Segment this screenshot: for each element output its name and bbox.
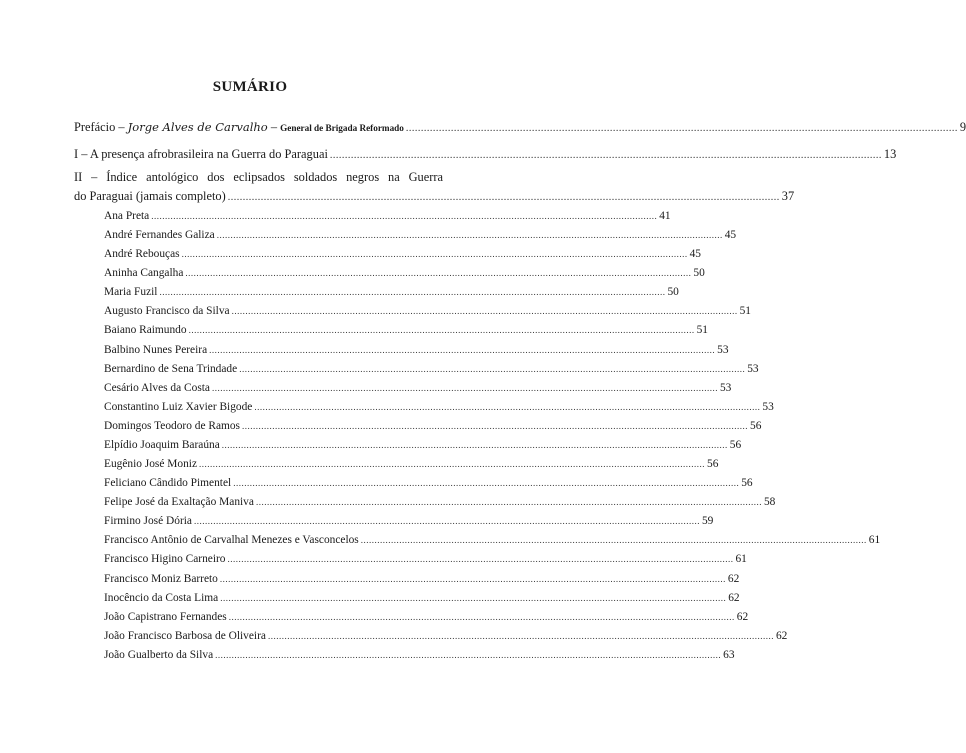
toc-sub-entry [104, 305, 751, 318]
dot-leader [151, 211, 657, 221]
toc-entry-chapter-2 [74, 168, 795, 207]
page-number: 9 [959, 120, 966, 134]
toc-sub-entry [104, 534, 881, 547]
toc-sub-entry [104, 362, 759, 375]
prefacio-author: Jorge Alves de Carvalho [127, 120, 268, 134]
page-number: 53 [762, 400, 774, 413]
page-number: 59 [701, 515, 714, 528]
dot-leader [227, 554, 733, 564]
prefacio-role: General de Brigada Reformado [280, 123, 404, 133]
page-number: 50 [667, 286, 679, 299]
page-number: 58 [763, 496, 776, 509]
toc-sub-entry [104, 477, 753, 490]
dot-leader [256, 497, 762, 507]
page-number: 50 [693, 267, 705, 280]
page-number: 63 [723, 648, 735, 661]
page-number: 56 [750, 419, 762, 432]
toc-sub-entry [104, 648, 735, 661]
dot-leader [215, 650, 721, 660]
dot-leader [242, 421, 748, 431]
entry-name: João Francisco Barbosa de Oliveira [104, 629, 266, 642]
toc-sub-entry [104, 496, 776, 509]
dot-leader [185, 268, 691, 278]
entry-name: Constantino Luiz Xavier Bigode [104, 400, 253, 413]
dot-leader [229, 612, 735, 622]
toc-sub-entry [104, 381, 732, 394]
entry-name: Domingos Teodoro de Ramos [104, 419, 240, 432]
toc-sub-entry [104, 210, 671, 222]
page-number: 13 [883, 147, 897, 161]
entry-name: André Rebouças [104, 248, 180, 261]
toc-sub-entry [104, 419, 762, 432]
page-number: 45 [724, 229, 737, 242]
entry-name: Eugênio José Moniz [104, 458, 198, 471]
chapter-title: I – A presença afrobrasileira na Guerra do Paraguai [74, 147, 328, 161]
page-number: 37 [781, 189, 795, 203]
entry-name: Baiano Raimundo [104, 324, 187, 337]
toc-sub-entry [104, 267, 705, 280]
dot-leader [268, 631, 774, 641]
dot-leader [194, 516, 700, 526]
entry-name: Feliciano Cândido Pimentel [104, 477, 232, 490]
page-number: 53 [717, 343, 729, 356]
dot-leader [199, 459, 705, 469]
page-number: 56 [707, 458, 719, 471]
page-number: 56 [741, 477, 753, 490]
entry-name: Francisco Moniz Barreto [104, 572, 218, 585]
dot-leader [212, 383, 718, 393]
dot-leader [220, 593, 726, 603]
prefacio-dash: – [267, 120, 281, 134]
entry-name: João Capistrano Fernandes [104, 610, 227, 623]
toc-sub-entry [104, 610, 749, 623]
toc-sub-entry [104, 572, 740, 585]
entry-name: Elpídio Joaquim Baraúna [104, 438, 220, 451]
toc-sub-entry [104, 629, 788, 642]
toc-sub-entry [104, 438, 742, 451]
prefacio-label: Prefácio – [74, 120, 128, 134]
toc-sub-entry [104, 515, 714, 528]
toc-sub-entry [104, 400, 774, 413]
entry-name: André Fernandes Galiza [104, 229, 215, 242]
dot-leader [239, 364, 745, 374]
dot-leader [209, 345, 715, 355]
page-number: 51 [739, 305, 751, 318]
dot-leader [232, 306, 738, 316]
toc-sub-entry [104, 553, 747, 566]
dot-leader [233, 478, 739, 488]
toc-sub-entry [104, 286, 679, 299]
toc-sub-entry [104, 343, 729, 356]
entry-name: Augusto Francisco da Silva [104, 305, 230, 318]
dot-leader [254, 402, 760, 412]
page-number: 61 [735, 553, 747, 566]
entry-name: Ana Preta [104, 210, 150, 222]
entry-name: Maria Fuzil [104, 286, 158, 299]
toc-sub-entry [104, 248, 701, 261]
dot-leader [217, 230, 723, 240]
toc-sub-entry [104, 324, 708, 337]
dot-leader [361, 535, 867, 545]
dot-leader [189, 325, 695, 335]
entry-name: Aninha Cangalha [104, 267, 184, 280]
page-number: 45 [689, 248, 701, 261]
toc-entry-chapter-1 [74, 147, 897, 162]
dot-leader [228, 188, 780, 207]
page-number: 62 [736, 610, 749, 623]
chapter-title-line-1: II – Índice antológico dos eclipsados soldados negros na Guerra [74, 170, 443, 184]
entry-name: Francisco Higino Carneiro [104, 553, 226, 566]
entry-name: Balbino Nunes Pereira [104, 343, 208, 356]
dot-leader [222, 440, 728, 450]
entry-name: Cesário Alves da Costa [104, 381, 210, 394]
chapter-title-line-2: do Paraguai (jamais completo) [74, 189, 226, 203]
dot-leader [182, 249, 688, 259]
dot-leader [220, 574, 726, 584]
page-number: 62 [728, 591, 740, 604]
page-number: 56 [729, 438, 742, 451]
entry-name: Firmino José Dória [104, 515, 192, 528]
entry-name: Felipe José da Exaltação Maniva [104, 496, 254, 509]
page-title: SUMÁRIO [212, 79, 288, 95]
page-number: 62 [775, 629, 788, 642]
entry-name: João Gualberto da Silva [104, 648, 214, 661]
dot-leader [406, 123, 958, 134]
entry-name: Bernardino de Sena Trindade [104, 362, 238, 375]
toc-sub-entry [104, 229, 737, 242]
toc-sub-entry [104, 458, 719, 471]
toc-entry-prefacio [74, 120, 966, 135]
page-number: 61 [868, 534, 881, 547]
page-number: 51 [696, 324, 708, 337]
page-number: 41 [659, 210, 671, 222]
entry-name: Inocêncio da Costa Lima [104, 591, 219, 604]
dot-leader [159, 287, 665, 297]
toc-sub-entry [104, 591, 740, 604]
entry-name: Francisco Antônio de Carvalhal Menezes e Vasconcelos [104, 534, 359, 547]
page-number: 53 [719, 381, 732, 394]
dot-leader [330, 150, 882, 161]
page-number: 53 [747, 362, 759, 375]
page-number: 62 [727, 572, 740, 585]
